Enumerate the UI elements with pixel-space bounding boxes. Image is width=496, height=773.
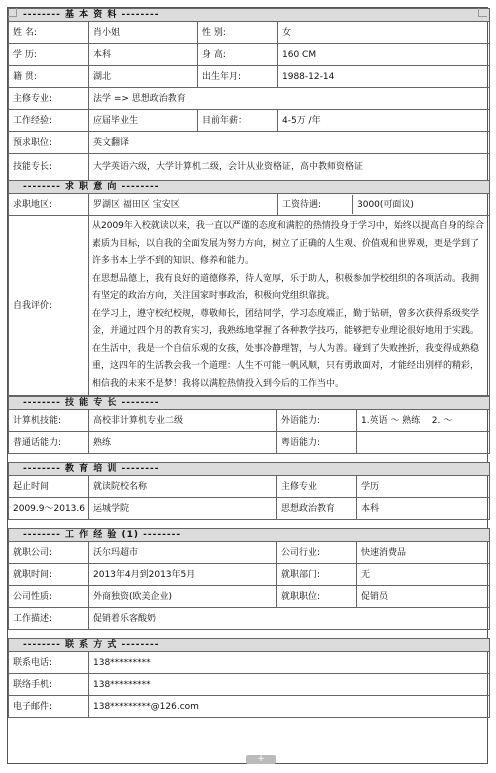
prev-position-value[interactable]: 英文翻译 xyxy=(89,132,490,154)
section-basic-header: -------- 基 本 资 料 -------- xyxy=(9,9,490,22)
edu-label: 学 历: xyxy=(9,44,89,66)
position-label: 就职职位: xyxy=(277,586,357,608)
computer-value[interactable]: 高校非计算机专业二级 xyxy=(89,410,277,432)
email-value[interactable]: 138*********@126.com xyxy=(89,696,490,718)
major-label: 主修专业: xyxy=(9,88,89,110)
nature-label: 公司性质: xyxy=(9,586,89,608)
industry-value[interactable]: 快速消费品 xyxy=(357,542,490,564)
edu-col-time: 起止时间 xyxy=(9,476,89,498)
section-intent-header: -------- 求 职 意 向 -------- xyxy=(9,181,490,194)
work-time-value[interactable]: 2013年4月到2013年5月 xyxy=(89,564,277,586)
eval-paragraph: 在学习上，遵守校纪校规，尊敬师长，团结同学，学习态度端正，勤于钻研，曾多次获得系级奖学金，并通过四个月的教育实习，我熟练地掌握了各种教学技巧，能够把专业理论很好地用于实践。 xyxy=(92,308,480,336)
mandarin-value[interactable]: 熟练 xyxy=(89,432,277,454)
eval-label: 自我评价: xyxy=(9,216,89,396)
pay-value[interactable]: 3000(可面议) xyxy=(357,199,414,210)
eval-paragraph: 从2009年入校就读以来，我一直以严谨的态度和满腔的热情投身于学习中，始终以提高自身的综合素质为目标，以自我的全面发展为努力方向，树立了正确的人生观、价值观和世界观，更是学到了许多书本上学不到的知识、修养和能力。 xyxy=(92,221,484,266)
skills-table xyxy=(8,396,490,718)
eval-paragraph: 在生活中，我是一个自信乐观的女孩，处事冷静理智，与人为善。碰到了失败挫折，我变得成熟稳重，这四年的生活教会我一个道理：人生不可能一帆风顺，只有勇敢面对，才能经出别样的精彩，相信我的未来不是梦！我将以满腔热情投入到今后的工作当中。 xyxy=(92,343,480,389)
add-page-button[interactable]: + xyxy=(246,755,276,764)
edu-value[interactable]: 本科 xyxy=(89,44,198,66)
area-value[interactable]: 罗湖区 福田区 宝安区 xyxy=(89,194,278,216)
eval-text[interactable] xyxy=(89,216,490,396)
desc-value[interactable]: 促销着乐客酸奶 xyxy=(89,608,490,630)
tel-label: 联系电话: xyxy=(9,652,89,674)
height-label: 身 高: xyxy=(198,44,278,66)
section-education-header: -------- 教 育 培 训 -------- xyxy=(9,463,490,476)
gender-label: 性 别: xyxy=(198,22,278,44)
position-value[interactable]: 促销员 xyxy=(357,586,490,608)
edu-col-degree: 学历 xyxy=(357,476,490,498)
skill-value[interactable]: 大学英语六级，大学计算机二级，会计从业资格证，高中教师资格证 xyxy=(89,154,490,181)
edu-col-major: 主修专业 xyxy=(277,476,357,498)
section-experience-header: -------- 工 作 经 验 (1) -------- xyxy=(9,529,490,542)
nature-value[interactable]: 外商独资(欧美企业) xyxy=(89,586,277,608)
spacer xyxy=(9,520,490,529)
cantonese-label: 粤语能力: xyxy=(277,432,357,454)
page-corner-mark xyxy=(8,8,17,17)
pay-label: 工资待遇: xyxy=(278,195,353,214)
pay-cell xyxy=(278,194,490,216)
edu-time[interactable]: 2009.9～2013.6 xyxy=(9,498,89,520)
cantonese-value[interactable] xyxy=(357,432,490,454)
mandarin-label: 普通话能力: xyxy=(9,432,89,454)
origin-label: 籍 贯: xyxy=(9,66,89,88)
industry-label: 公司行业: xyxy=(277,542,357,564)
area-label: 求职地区: xyxy=(9,194,89,216)
salary-label: 目前年薪： xyxy=(198,110,278,132)
name-value[interactable]: 肖小姐 xyxy=(89,22,198,44)
section-skills-header: -------- 技 能 专 长 -------- xyxy=(9,397,490,410)
table-row xyxy=(9,498,490,520)
gender-value[interactable]: 女 xyxy=(278,22,490,44)
company-label: 就职公司: xyxy=(9,542,89,564)
spacer xyxy=(9,454,490,463)
lang-2: 2. ～ xyxy=(431,415,453,426)
name-label: 姓 名: xyxy=(9,22,89,44)
height-value[interactable]: 160 CM xyxy=(278,44,490,66)
tel-value[interactable]: 138********* xyxy=(89,652,490,674)
page-corner-mark xyxy=(478,8,487,17)
company-value[interactable]: 沃尔玛超市 xyxy=(89,542,277,564)
dept-value[interactable]: 无 xyxy=(357,564,490,586)
major-value[interactable]: 法学 => 思想政治教育 xyxy=(89,88,490,110)
resume-page xyxy=(7,7,488,764)
mobile-label: 联络手机: xyxy=(9,674,89,696)
prev-position-label: 预求职位: xyxy=(9,132,89,154)
desc-label: 工作描述: xyxy=(9,608,89,630)
section-contact-header: -------- 联 系 方 式 -------- xyxy=(9,639,490,652)
salary-value[interactable]: 4-5万 /年 xyxy=(278,110,490,132)
birth-label: 出生年月: xyxy=(198,66,278,88)
edu-school[interactable]: 运城学院 xyxy=(89,498,277,520)
work-value[interactable]: 应届毕业生 xyxy=(89,110,198,132)
birth-value[interactable]: 1988-12-14 xyxy=(278,66,490,88)
origin-value[interactable]: 湖北 xyxy=(89,66,198,88)
lang-value[interactable] xyxy=(357,410,490,432)
work-time-label: 就职时间: xyxy=(9,564,89,586)
dept-label: 就职部门: xyxy=(277,564,357,586)
lang-1: 1.英语 ～ 熟练 xyxy=(361,415,421,426)
computer-label: 计算机技能: xyxy=(9,410,89,432)
mobile-value[interactable]: 138********* xyxy=(89,674,490,696)
edu-degree[interactable]: 本科 xyxy=(357,498,490,520)
work-label: 工作经验: xyxy=(9,110,89,132)
eval-paragraph: 在思想品德上，我有良好的道德修养，待人宽厚，乐于助人，积极参加学校组织的各项活动。我拥有坚定的政治方向，关注国家时事政治，积极向党组织靠拢。 xyxy=(92,273,480,301)
skill-label: 技能专长: xyxy=(9,154,89,181)
edu-col-school: 就读院校名称 xyxy=(89,476,277,498)
edu-major[interactable]: 思想政治教育 xyxy=(277,498,357,520)
lang-label: 外语能力: xyxy=(277,410,357,432)
email-label: 电子邮件: xyxy=(9,696,89,718)
spacer xyxy=(9,630,490,639)
resume-table xyxy=(8,8,490,396)
